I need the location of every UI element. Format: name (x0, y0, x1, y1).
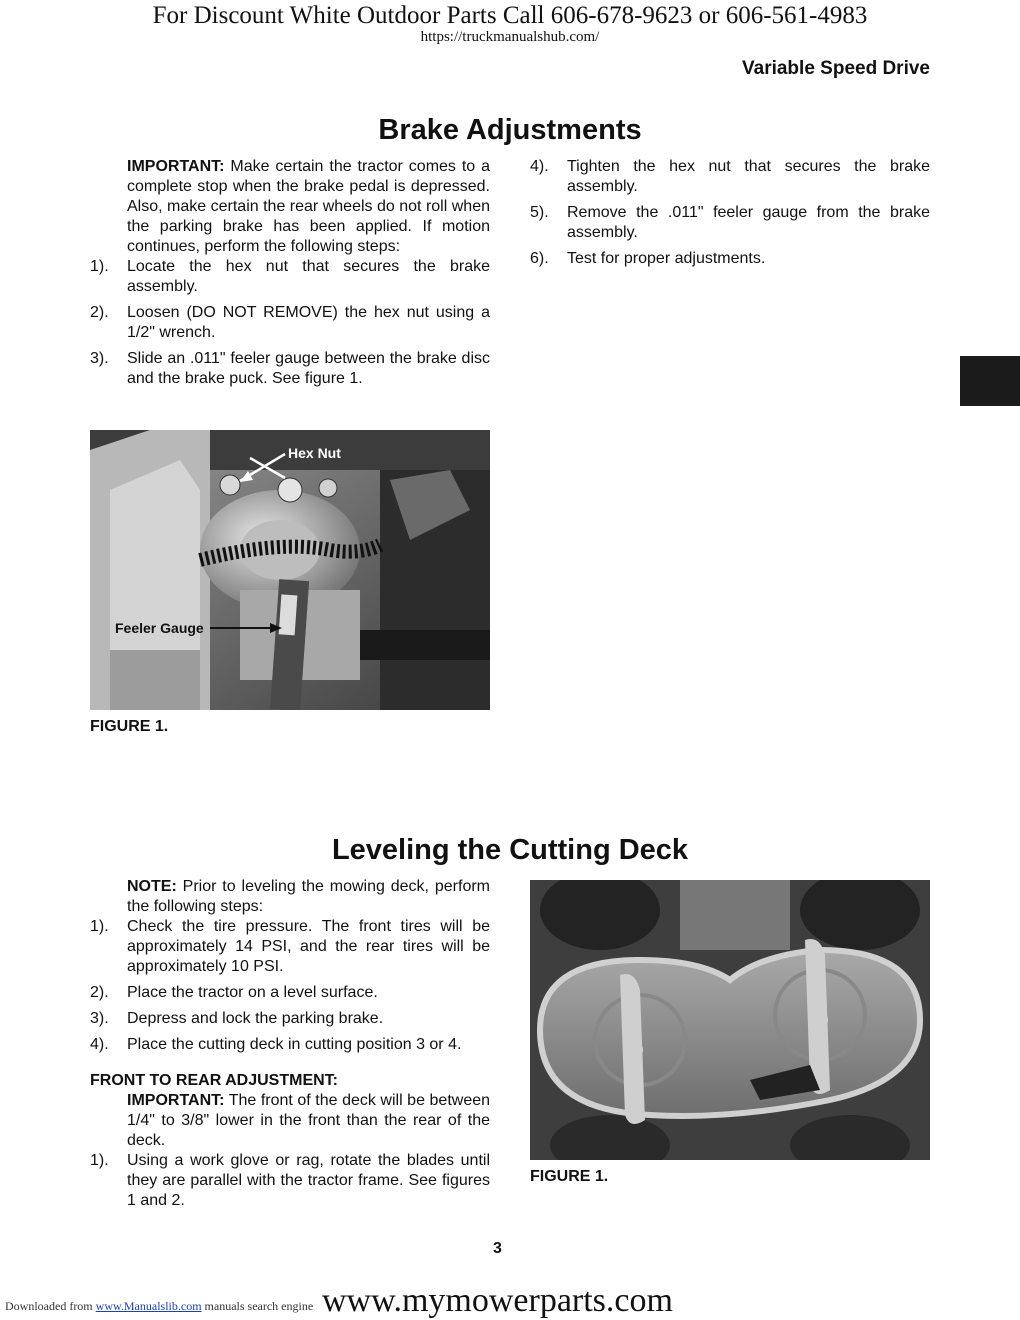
front-to-rear-heading: FRONT TO REAR ADJUSTMENT: (90, 1072, 338, 1089)
deck-figure-caption: FIGURE 1. (530, 1168, 609, 1185)
leveling-title: Leveling the Cutting Deck (331, 834, 689, 866)
important-label: IMPORTANT: (127, 1092, 225, 1109)
brake-photo-drawing (90, 430, 490, 710)
important-text: The front of the deck will be between 1/4" to 3/8" lower in the front than the rear of the deck. (127, 1092, 491, 1149)
step-number: 4). (530, 158, 549, 175)
step-text: Slide an .011" feeler gauge between the brake disc and the brake puck. See figure 1. (127, 350, 490, 387)
page-number: 3 (493, 1240, 502, 1257)
manualslib-link[interactable]: www.Manualslib.com (95, 1299, 202, 1313)
important-text: Make certain the tractor comes to a complete stop when the brake pedal is depressed. Also, make certain the rear wheels do not roll when the parking brake has been applied. If motion continues, perform the following steps: (127, 158, 490, 255)
step-number: 2). (90, 984, 109, 1001)
section-tab (960, 356, 1020, 406)
feeler-gauge-label: Feeler Gauge (115, 620, 204, 636)
step-text: Using a work glove or rag, rotate the blades until they are parallel with the tractor frame. See figures 1 and 2. (127, 1152, 490, 1209)
leveling-note (90, 877, 490, 917)
list-item (530, 157, 930, 197)
list-item (90, 917, 490, 977)
brake-photo (90, 430, 490, 710)
brake-title: Brake Adjustments (378, 114, 642, 146)
downloaded-from-note (5, 1299, 313, 1314)
step-text: Check the tire pressure. The front tires will be approximately 14 PSI, and the rear tires will be approximately 10 PSI. (127, 918, 490, 975)
list-item (90, 983, 490, 1003)
deck-photo-drawing (530, 880, 930, 1160)
note-label: NOTE: (127, 878, 177, 895)
downloaded-suffix: manuals search engine (201, 1299, 314, 1313)
list-item (530, 249, 930, 269)
step-text: Depress and lock the parking brake. (127, 1010, 384, 1027)
brake-right-column (530, 157, 930, 275)
list-item (90, 257, 490, 297)
brake-important (90, 157, 490, 257)
step-text: Remove the .011" feeler gauge from the brake assembly. (567, 204, 930, 241)
downloaded-prefix: Downloaded from (5, 1299, 96, 1313)
list-item (90, 1009, 490, 1029)
step-number: 3). (90, 1010, 109, 1027)
step-text: Tighten the hex nut that secures the brake assembly. (567, 158, 930, 195)
section-header: Variable Speed Drive (742, 58, 930, 79)
step-number: 4). (90, 1036, 109, 1053)
brake-figure-caption: FIGURE 1. (90, 718, 169, 735)
step-text: Locate the hex nut that secures the brake assembly. (127, 258, 490, 295)
step-number: 6). (530, 250, 549, 267)
front-to-rear-important (90, 1091, 490, 1151)
list-item (90, 303, 490, 343)
discount-banner: For Discount White Outdoor Parts Call 606-678-9623 or 606-561-4983 (152, 2, 868, 29)
list-item (90, 1151, 490, 1211)
hex-nut-label: Hex Nut (288, 445, 341, 461)
mymowerparts-url[interactable]: www.mymowerparts.com (322, 1282, 673, 1319)
step-number: 1). (90, 918, 109, 935)
step-text: Place the cutting deck in cutting position 3 or 4. (127, 1036, 462, 1053)
step-number: 1). (90, 1152, 109, 1169)
step-text: Loosen (DO NOT REMOVE) the hex nut using a 1/2" wrench. (127, 304, 490, 341)
list-item (90, 1035, 490, 1055)
deck-photo (530, 880, 930, 1160)
banner-url[interactable]: https://truckmanualshub.com/ (420, 29, 600, 45)
list-item (530, 203, 930, 243)
step-number: 1). (90, 258, 109, 275)
step-number: 2). (90, 304, 109, 321)
step-number: 3). (90, 350, 109, 367)
step-text: Place the tractor on a level surface. (127, 984, 378, 1001)
step-text: Test for proper adjustments. (567, 250, 766, 267)
brake-left-column (90, 157, 490, 395)
note-text: Prior to leveling the mowing deck, perform the following steps: (127, 878, 490, 915)
important-label: IMPORTANT: (127, 158, 225, 175)
list-item (90, 349, 490, 389)
step-number: 5). (530, 204, 549, 221)
leveling-left-column (90, 877, 490, 1217)
